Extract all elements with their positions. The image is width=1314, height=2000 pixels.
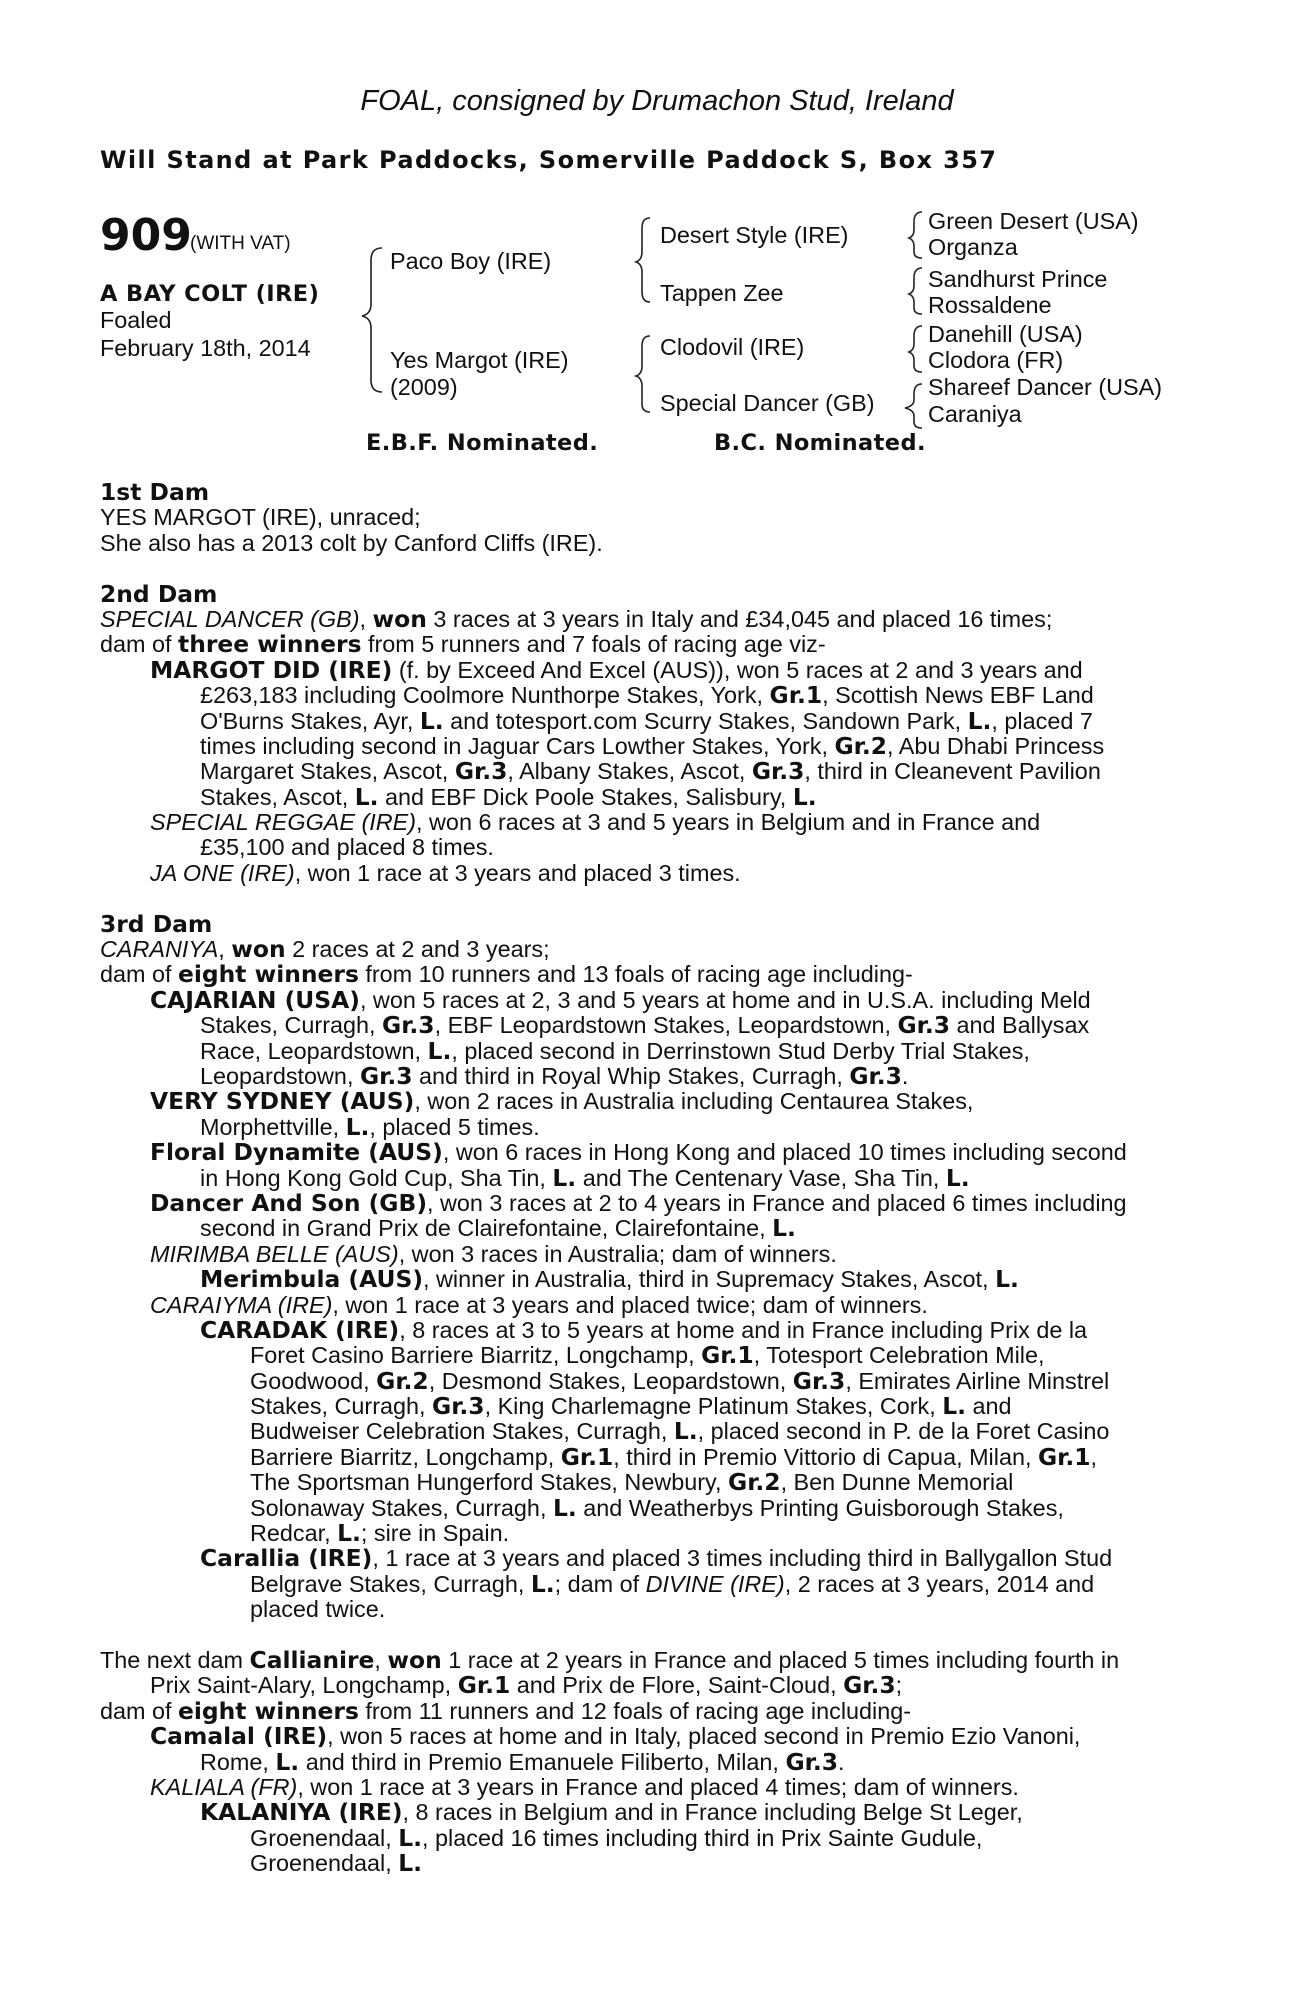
grade: Gr.2	[376, 1366, 429, 1395]
progeny-name: Dancer And Son (GB)	[150, 1188, 428, 1217]
text: , won 6 races in Hong Kong and placed 10 times including second	[442, 1139, 1127, 1166]
text: , Scottish News EBF Land	[822, 682, 1094, 709]
text: 1 race at 2 years in France and placed 5 times including fourth in	[448, 1646, 1120, 1673]
text: from 10 runners and 13 foals of racing age including-	[365, 961, 913, 988]
dam3-line	[100, 962, 1206, 987]
progeny-name: Camalal (IRE)	[150, 1722, 328, 1751]
grade: Gr.3	[897, 1011, 951, 1040]
text: , Emirates Airline Minstrel	[845, 1367, 1110, 1394]
progeny-line	[100, 1724, 1206, 1749]
text: Stakes, Curragh,	[200, 1012, 376, 1039]
progeny-line	[100, 1013, 1206, 1038]
dam2-name: SPECIAL DANCER (GB)	[100, 605, 360, 632]
text: second in Grand Prix de Clairefontaine, Clairefontaine,	[200, 1215, 766, 1242]
ancestor-6: Clodora (FR)	[928, 347, 1064, 373]
progeny-line	[100, 1851, 1206, 1876]
grade: L.	[419, 706, 444, 735]
winners-count: eight winners	[178, 960, 359, 989]
progeny-line	[100, 1775, 1206, 1800]
ancestor-3: Sandhurst Prince	[928, 266, 1108, 292]
text: , won 5 races at home and in Italy, placed second in Premio Ezio Vanoni,	[327, 1723, 1081, 1750]
progeny-line	[100, 1112, 1206, 1141]
progeny-line	[100, 1343, 1206, 1368]
brace-g4	[905, 384, 922, 428]
progeny-name: VERY SYDNEY (AUS)	[150, 1087, 415, 1116]
progeny-line	[100, 1442, 1206, 1471]
text: from 5 runners and 7 foals of racing age viz-	[368, 631, 826, 658]
progeny-line	[100, 1597, 1206, 1622]
dam: Yes Margot (IRE)	[390, 347, 569, 373]
text: from 11 runners and 12 foals of racing age including-	[365, 1697, 912, 1724]
ancestor-5: Danehill (USA)	[928, 321, 1083, 347]
progeny-line	[100, 1140, 1206, 1165]
text: Barriere Biarritz, Longchamp,	[250, 1443, 555, 1470]
text: , placed 16 times including third in Prix Sainte Gudule,	[422, 1824, 983, 1851]
text: Morphettville,	[200, 1113, 340, 1140]
text: , placed second in P. de la Foret Casino	[697, 1418, 1110, 1445]
grade: Gr.3	[843, 1671, 896, 1700]
grade: L.	[275, 1747, 300, 1776]
progeny-name: Floral Dynamite (AUS)	[150, 1138, 443, 1167]
brace-g3	[909, 326, 922, 372]
progeny-line	[100, 1470, 1206, 1495]
ebf-nominated: E.B.F. Nominated.	[366, 430, 599, 456]
text: , won 1 race at 3 years and placed twice; dam of winners.	[332, 1291, 928, 1318]
horse-name: A BAY COLT (IRE)	[100, 281, 320, 307]
text: and Ballysax	[956, 1012, 1090, 1039]
winners-count: three winners	[178, 630, 362, 659]
progeny-name: CARADAK (IRE)	[200, 1315, 400, 1344]
dam2-line	[100, 632, 1206, 657]
text: Prix Saint-Alary, Longchamp,	[150, 1672, 452, 1699]
sire-dam: Tappen Zee	[660, 280, 784, 306]
brace-sire	[636, 218, 650, 302]
text: , placed 7	[991, 707, 1093, 734]
progeny-line	[100, 1242, 1206, 1267]
ancestor-2: Organza	[928, 234, 1018, 260]
grade: Gr.3	[849, 1061, 902, 1090]
progeny-line	[100, 706, 1206, 735]
text: The next dam	[100, 1646, 244, 1673]
grade: L.	[427, 1036, 452, 1065]
text: , winner in Australia, third in Supremacy Stakes, Ascot,	[423, 1266, 989, 1293]
text: , won 3 races at 2 to 4 years in France and placed 6 times including	[427, 1189, 1127, 1216]
grade: Gr.3	[382, 1011, 435, 1040]
progeny-line	[100, 861, 1206, 886]
text: dam of	[100, 961, 172, 988]
progeny-line	[100, 1419, 1206, 1444]
grade: Gr.3	[751, 757, 805, 786]
next-dam-line	[100, 1673, 1206, 1698]
dam1-heading: 1st Dam	[100, 478, 210, 506]
text: , King Charlemagne Platinum Stakes, Cork,	[484, 1393, 936, 1420]
grade: L.	[792, 782, 817, 811]
text: , Totesport Celebration Mile,	[753, 1342, 1045, 1369]
progeny-line	[100, 835, 1206, 860]
progeny-name: CARAIYMA (IRE)	[150, 1291, 333, 1318]
grade: L.	[354, 782, 379, 811]
won-label: won	[387, 1645, 442, 1674]
text: Budweiser Celebration Stakes, Curragh,	[250, 1418, 668, 1445]
brace-dam	[636, 336, 650, 412]
text: and third in Premio Emanuele Filiberto, Milan,	[305, 1748, 779, 1775]
text: O'Burns Stakes, Ayr,	[200, 707, 414, 734]
bc-nominated: B.C. Nominated.	[714, 430, 926, 456]
ancestor-8: Caraniya	[928, 401, 1022, 427]
text: , placed second in Derrinstown Stud Derby Trial Stakes,	[451, 1037, 1030, 1064]
text: Margaret Stakes, Ascot,	[200, 758, 449, 785]
text: , won 3 races in Australia; dam of winners.	[398, 1240, 837, 1267]
ancestor-7: Shareef Dancer (USA)	[928, 374, 1162, 400]
progeny-line	[100, 731, 1206, 760]
dam3-heading: 3rd Dam	[100, 909, 213, 938]
progeny-line	[100, 1546, 1206, 1571]
text: and EBF Dick Poole Stakes, Salisbury,	[385, 783, 787, 810]
text: , 8 races at 3 to 5 years at home and in France including Prix de la	[399, 1316, 1088, 1343]
progeny-name: KALIALA (FR)	[150, 1773, 298, 1800]
grade: Gr.1	[701, 1341, 754, 1370]
text: ,	[1090, 1443, 1098, 1470]
grade: Gr.3	[792, 1366, 846, 1395]
progeny-name: DIVINE (IRE)	[645, 1570, 785, 1597]
won-label: won	[231, 935, 286, 964]
grade: L.	[942, 1392, 967, 1421]
text: Goodwood,	[250, 1367, 370, 1394]
grade: L.	[967, 706, 992, 735]
progeny-name: Carallia (IRE)	[200, 1544, 373, 1573]
text: , won 2 races in Australia including Centaurea Stakes,	[414, 1088, 974, 1115]
text: times including second in Jaguar Cars Lowther Stakes, York,	[200, 732, 828, 759]
grade: L.	[530, 1569, 555, 1598]
text: Redcar,	[250, 1520, 331, 1547]
text: £35,100 and placed 8 times.	[200, 834, 494, 861]
grade: Gr.2	[728, 1468, 781, 1497]
progeny-name: Merimbula (AUS)	[200, 1265, 424, 1294]
grade: L.	[345, 1112, 370, 1141]
progeny-line	[100, 1569, 1206, 1598]
progeny-line	[100, 1823, 1206, 1852]
text: Belgrave Stakes, Curragh,	[250, 1570, 525, 1597]
dam1-line: She also has a 2013 colt by Canford Cliffs (IRE).	[100, 529, 603, 556]
text: placed twice.	[250, 1596, 386, 1623]
progeny-line	[100, 1036, 1206, 1065]
dam-sire: Clodovil (IRE)	[660, 334, 805, 360]
grade: Gr.3	[359, 1061, 413, 1090]
text: , 8 races in Belgium and in France including Belge St Leger,	[402, 1799, 1023, 1826]
text: in Hong Kong Gold Cup, Sha Tin,	[200, 1164, 546, 1191]
progeny-line	[100, 1188, 1206, 1217]
sire: Paco Boy (IRE)	[390, 248, 552, 274]
progeny-line	[100, 810, 1206, 835]
progeny-line	[100, 985, 1206, 1014]
progeny-line	[100, 1800, 1206, 1825]
progeny-name: MIRIMBA BELLE (AUS)	[150, 1240, 399, 1267]
text: dam of	[100, 631, 172, 658]
stand-location: Will Stand at Park Paddocks, Somerville Paddock S, Box 357	[100, 146, 998, 174]
brace-g1	[909, 212, 922, 258]
progeny-line	[100, 759, 1206, 784]
next-dam-line	[100, 1645, 1206, 1674]
next-dam-name: Callianire	[249, 1645, 375, 1674]
progeny-name: KALANIYA (IRE)	[200, 1798, 403, 1827]
grade: L.	[945, 1163, 970, 1192]
progeny-line	[100, 1366, 1206, 1395]
text: dam of	[100, 1697, 172, 1724]
text: The Sportsman Hungerford Stakes, Newbury,	[250, 1469, 722, 1496]
lot-number: 909	[100, 210, 192, 261]
brace-main	[362, 248, 382, 392]
dam1-line: YES MARGOT (IRE), unraced;	[100, 504, 421, 531]
ancestor-1: Green Desert (USA)	[928, 208, 1139, 234]
grade: Gr.3	[432, 1392, 485, 1421]
ancestor-4: Rossaldene	[928, 292, 1052, 318]
text: , placed 5 times.	[369, 1113, 540, 1140]
grade: Gr.1	[1037, 1442, 1091, 1471]
grade: Gr.3	[785, 1747, 838, 1776]
text: Stakes, Ascot,	[200, 783, 349, 810]
text: , Albany Stakes, Ascot,	[507, 758, 746, 785]
progeny-name: JA ONE (IRE)	[150, 859, 295, 886]
grade: Gr.1	[769, 681, 823, 710]
grade: L.	[995, 1265, 1019, 1294]
text: Stakes, Curragh,	[250, 1393, 426, 1420]
text: (f. by Exceed And Excel (AUS)), won 5 races at 2 and 3 years and	[398, 656, 1083, 683]
text: and totesport.com Scurry Stakes, Sandown Park,	[450, 707, 962, 734]
text: ; dam of	[554, 1570, 640, 1597]
dam3-line: CARANIYA, won 2 races at 2 and 3 years;	[100, 935, 550, 964]
text: , Ben Dunne Memorial	[780, 1469, 1014, 1496]
grade: L.	[398, 1849, 423, 1878]
sire-sire: Desert Style (IRE)	[660, 222, 849, 248]
foaled-label: Foaled	[100, 307, 172, 333]
winners-count: eight winners	[178, 1696, 359, 1725]
progeny-line	[100, 1293, 1206, 1318]
text: Groenendaal,	[250, 1850, 392, 1877]
text: Foret Casino Barriere Biarritz, Longchamp,	[250, 1342, 695, 1369]
brace-g2	[909, 268, 922, 314]
dam-dam: Special Dancer (GB)	[660, 390, 875, 416]
text: , 2 races at 3 years, 2014 and	[784, 1570, 1095, 1597]
progeny-name: MARGOT DID (IRE)	[150, 655, 393, 684]
text: ,	[374, 1646, 381, 1673]
vat-label: (WITH VAT)	[190, 233, 291, 254]
text: , third in Premio Vittorio di Capua, Milan,	[613, 1443, 1032, 1470]
grade: Gr.1	[457, 1671, 511, 1700]
consignor-title: FOAL, consigned by Drumachon Stud, Ireland	[360, 85, 954, 117]
text: , EBF Leopardstown Stakes, Leopardstown,	[434, 1012, 891, 1039]
progeny-line	[100, 655, 1206, 684]
progeny-line	[100, 1394, 1206, 1419]
grade: L.	[673, 1417, 698, 1446]
grade: L.	[337, 1519, 361, 1548]
grade: Gr.2	[834, 731, 888, 760]
progeny-line	[100, 683, 1206, 708]
text: Groenendaal,	[250, 1824, 392, 1851]
text: Solonaway Stakes, Curragh,	[250, 1494, 547, 1521]
text: .	[838, 1748, 845, 1775]
grade: L.	[772, 1214, 796, 1243]
text: , Desmond Stakes, Leopardstown,	[428, 1367, 787, 1394]
progeny-line	[100, 1493, 1206, 1522]
text: Leopardstown,	[200, 1062, 354, 1089]
progeny-line	[100, 1163, 1206, 1192]
text: ; sire in Spain.	[360, 1520, 510, 1547]
progeny-line	[100, 1521, 1206, 1546]
progeny-line	[100, 1216, 1206, 1241]
text: and Weatherbys Printing Guisborough Stakes,	[583, 1494, 1064, 1521]
dam2-heading: 2nd Dam	[100, 579, 218, 608]
progeny-line	[100, 1089, 1206, 1114]
progeny-name: CAJARIAN (USA)	[150, 985, 360, 1014]
text: and Prix de Flore, Saint-Cloud,	[516, 1672, 837, 1699]
won-label: won	[372, 604, 427, 633]
grade: Gr.3	[454, 757, 508, 786]
progeny-line	[100, 1315, 1206, 1344]
text: Race, Leopardstown,	[200, 1037, 422, 1064]
dam2-line: SPECIAL DANCER (GB), won 3 races at 3 years in Italy and £34,045 and placed 16 times;	[100, 604, 1053, 633]
next-dam-line	[100, 1696, 1206, 1725]
progeny-line	[100, 1267, 1206, 1292]
text: , won 5 races at 2, 3 and 5 years at home and in U.S.A. including Meld	[359, 986, 1091, 1013]
dam3-name: CARANIYA	[100, 936, 219, 963]
text: , third in Cleanevent Pavilion	[804, 758, 1101, 785]
text: £263,183 including Coolmore Nunthorpe Stakes, York,	[200, 682, 764, 709]
text: , won 6 races at 3 and 5 years in Belgium and in France and	[416, 809, 1041, 836]
foaled-date: February 18th, 2014	[100, 335, 311, 361]
progeny-line	[100, 1747, 1206, 1776]
text: 2 races at 2 and 3 years;	[292, 936, 550, 963]
dam-year: (2009)	[390, 374, 458, 400]
progeny-name: SPECIAL REGGAE (IRE)	[150, 809, 417, 836]
text: and third in Royal Whip Stakes, Curragh,	[419, 1062, 843, 1089]
progeny-line	[100, 782, 1206, 811]
text: .	[901, 1062, 909, 1089]
pedigree-notes	[100, 480, 1206, 1876]
grade: L.	[552, 1493, 577, 1522]
text: , won 1 race at 3 years and placed 3 times.	[294, 859, 741, 886]
text: , won 1 race at 3 years in France and placed 4 times; dam of winners.	[297, 1773, 1019, 1800]
text: , Abu Dhabi Princess	[887, 732, 1105, 759]
grade: L.	[398, 1823, 423, 1852]
text: Rome,	[200, 1748, 269, 1775]
grade: Gr.1	[560, 1442, 614, 1471]
text: , 1 race at 3 years and placed 3 times including third in Ballygallon Stud	[372, 1545, 1113, 1572]
text: and	[972, 1393, 1012, 1420]
grade: L.	[552, 1163, 577, 1192]
text: ;	[895, 1672, 903, 1699]
dam2-summary: 3 races at 3 years in Italy and £34,045 and placed 16 times;	[433, 605, 1053, 632]
progeny-line	[100, 1061, 1206, 1090]
text: and The Centenary Vase, Sha Tin,	[582, 1164, 940, 1191]
